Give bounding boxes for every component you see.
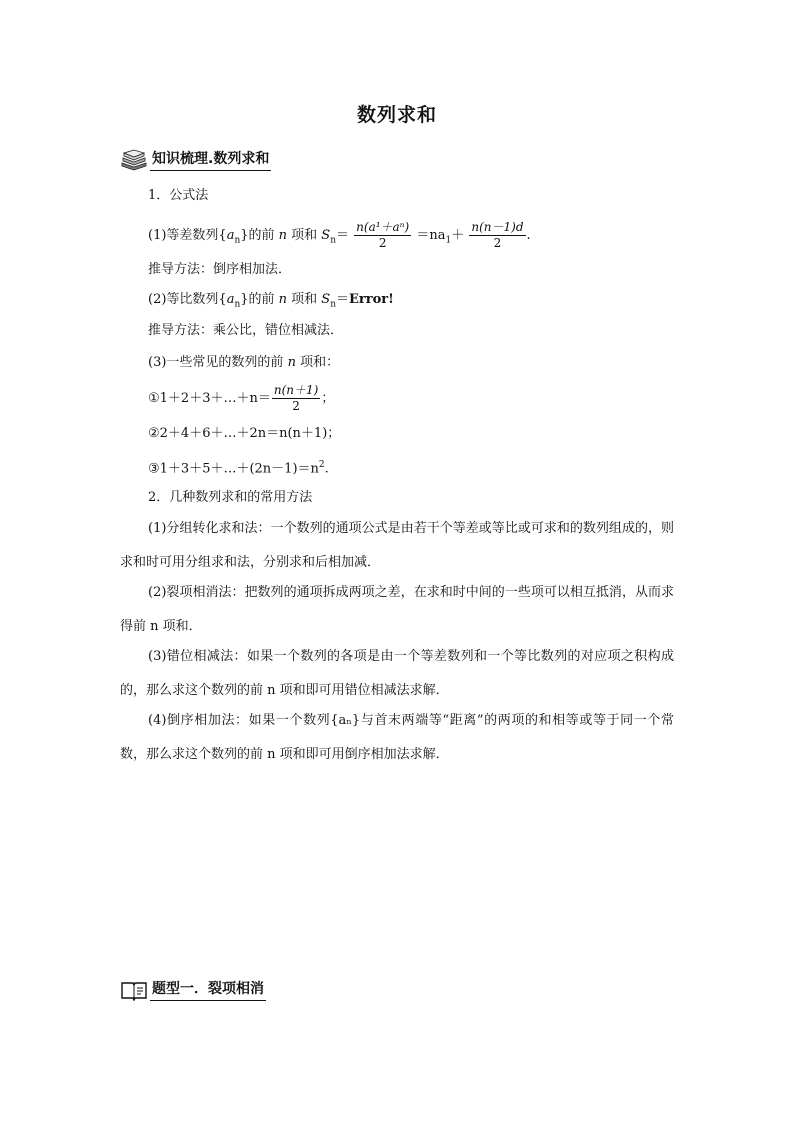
common-sum-1: ①1＋2＋3＋…＋n＝ $\frac{n(n+1)}{2}$ ； — [148, 383, 335, 413]
section-label: 知识梳理.数列求和 — [150, 148, 271, 171]
section-header-knowledge — [120, 148, 271, 171]
method-telescoping: (2)裂项相消法：把数列的通项拆成两项之差，在求和时中间的一些项可以相互抵消，从而求得前 n 项和． — [120, 585, 674, 634]
derivation-method-2: 推导方法：乘公比，错位相减法． — [148, 323, 344, 338]
formula-geometric-sum: (2)等比数列$\{a_n\}$的前 n 项和 $S_n=Error$! — [148, 292, 394, 310]
fraction: $\frac{n(n-1)d}{2}$ — [471, 220, 524, 250]
method-shift-subtract: (3)错位相减法：如果一个数列的各项是由一个等差数列和一个等比数列的对应项之积构成的，那么求这个数列的前 n 项和即可用错位相减法求解． — [120, 649, 674, 698]
subheading-formula-method: 1．公式法 — [148, 188, 209, 203]
common-sum-2: ②2＋4＋6＋…＋2n＝n(n＋1)； — [148, 426, 341, 441]
books-stack-icon — [120, 149, 148, 171]
method-reverse-add: (4)倒序相加法：如果一个数列{aₙ}与首末两端等“距离”的两项的和相等或等于同一个常数，那么求这个数列的前 n 项和即可用倒序相加法求解． — [120, 713, 674, 762]
open-book-icon — [120, 979, 148, 1001]
fraction: $\frac{\text{n(a¹＋aⁿ)}}{2}$ — [356, 220, 410, 250]
page-title: 数列求和 — [356, 104, 437, 126]
section-header-problem-type — [120, 978, 266, 1001]
common-sum-3: $③1+3+5+\dots+(2n-1)=n^2$. — [148, 460, 329, 477]
subheading-common-methods: 2．几种数列求和的常用方法 — [148, 490, 313, 505]
method-grouping: (1)分组转化求和法：一个数列的通项公式是由若干个等差或等比或可求和的数列组成的，则求和时可用分组求和法，分别求和后相加减． — [120, 521, 674, 570]
derivation-method-1: 推导方法：倒序相加法． — [148, 262, 292, 277]
formula-arithmetic-sum: (1)等差数列$\{a_n\}$的前 n 项和 $S_n=$ $\frac{\text{n(a¹＋aⁿ)}}{2}$ $=na_1+$ $\frac{n(n-1)d}{2}$ . — [148, 220, 531, 250]
section-label: 题型一．裂项相消 — [150, 978, 266, 1001]
fraction: $\frac{n(n+1)}{2}$ — [273, 383, 319, 413]
common-sums-heading: (3)一些常见的数列的前 n 项和： — [148, 355, 340, 370]
